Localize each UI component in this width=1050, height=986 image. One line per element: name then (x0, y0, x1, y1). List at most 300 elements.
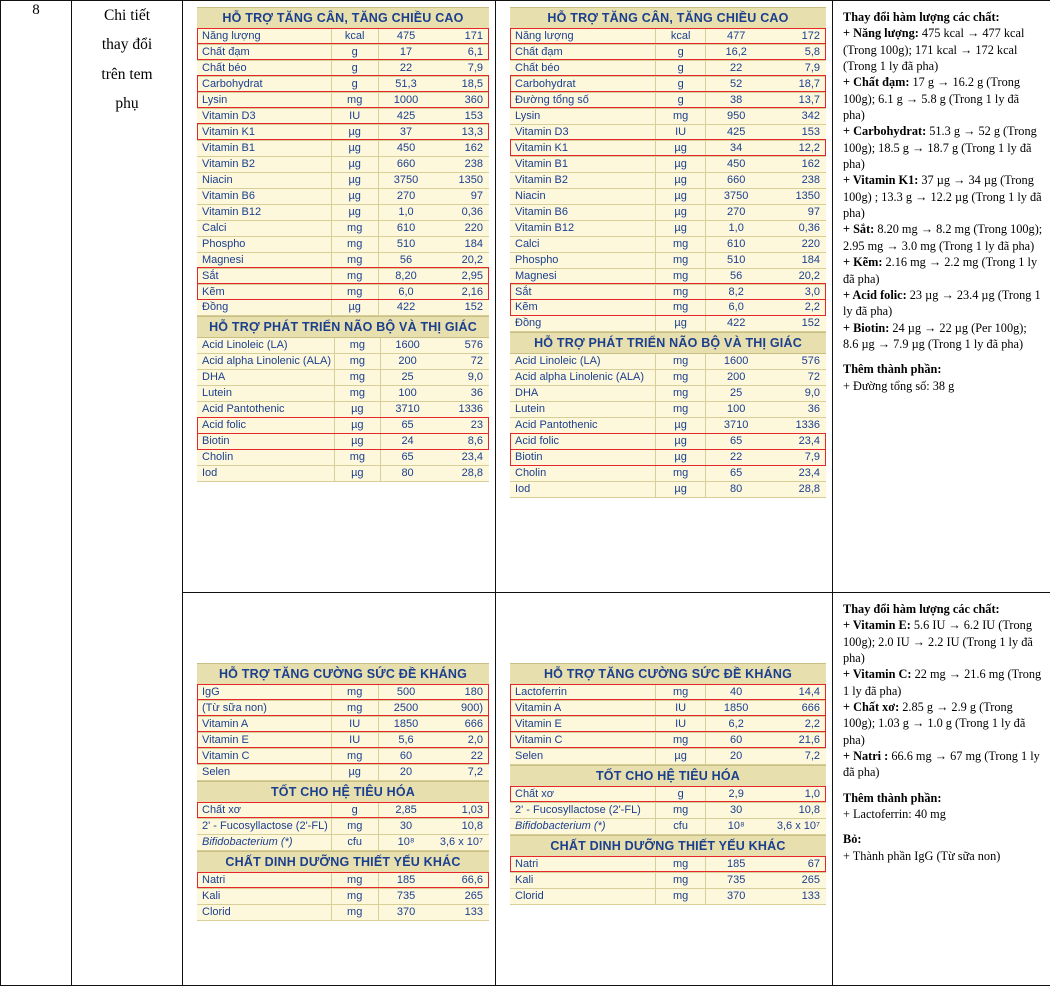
nutrition-panel-old-bottom (197, 663, 489, 921)
nutrient-unit: µg (331, 140, 378, 156)
notes-title: Thay đổi hàm lượng các chất: (843, 10, 1000, 24)
nutrient-row (197, 370, 489, 386)
nutrient-row (510, 156, 826, 172)
notes-title: Thay đổi hàm lượng các chất: (843, 602, 1000, 617)
notes-item: + Sắt: 8.20 mg → 8.2 mg (Trong 100g); 2.95 mg → 3.0 mg (Trong 1 ly đã pha) (843, 222, 1043, 253)
nutrient-unit: mg (335, 354, 381, 370)
nutrient-unit: µg (655, 316, 706, 332)
nutrient-per-serving: 67 (766, 857, 826, 872)
nutrient-row (197, 386, 489, 402)
nutrient-per-serving: 1,0 (766, 787, 826, 802)
nutrient-per-serving: 2,2 (766, 716, 826, 732)
nutrient-per-100g: 10⁸ (706, 818, 766, 834)
nutrient-unit: mg (655, 402, 706, 418)
nutrient-per-serving: 0,36 (766, 220, 826, 236)
nutrient-row (197, 418, 489, 434)
notes-change-block (843, 9, 1044, 352)
nutrient-unit: µg (331, 764, 378, 780)
nutrient-row (197, 268, 489, 284)
nutrient-unit: mg (655, 857, 706, 872)
nutrient-per-100g: 20 (378, 764, 433, 780)
nutrient-row (510, 716, 826, 732)
section-heading: TỐT CHO HỆ TIÊU HÓA (197, 781, 489, 803)
nutrient-row (510, 124, 826, 140)
nutrient-row (510, 284, 826, 300)
nutrient-per-serving: 900) (434, 700, 490, 716)
nutrient-per-serving: 152 (766, 316, 826, 332)
notes-remove-title: Bỏ: (843, 832, 862, 847)
section-heading: HỖ TRỢ PHÁT TRIỂN NÃO BỘ VÀ THỊ GIÁC (510, 332, 826, 354)
nutrient-per-100g: 610 (378, 220, 433, 236)
nutrient-name: Magnesi (510, 268, 655, 284)
nutrient-per-100g: 65 (706, 466, 766, 482)
nutrient-name: Vitamin B6 (510, 204, 655, 220)
section-heading: HỖ TRỢ TĂNG CÂN, TĂNG CHIỀU CAO (510, 7, 826, 29)
nutrient-name: Đồng (510, 316, 655, 332)
nutrient-per-serving: 23 (435, 418, 490, 434)
nutrient-per-100g: 1600 (380, 338, 434, 353)
nutrient-unit: mg (655, 300, 706, 316)
nutrient-unit: mg (655, 252, 706, 268)
nutrient-name: Magnesi (197, 252, 331, 268)
nutrient-row (510, 252, 826, 268)
nutrient-name: Phospho (510, 252, 655, 268)
nutrient-per-serving: 18,7 (766, 76, 826, 92)
nutrient-per-serving: 5,8 (766, 44, 826, 60)
nutrient-per-serving: 20,2 (434, 252, 490, 268)
nutrient-per-serving: 28,8 (766, 482, 826, 498)
nutrient-per-serving: 1,03 (434, 803, 489, 818)
nutrition-rows (510, 685, 826, 765)
notes-add-block (843, 361, 1044, 394)
nutrient-row (510, 434, 826, 450)
nutrient-per-serving: 3,6 x 10⁷ (766, 818, 826, 834)
nutrient-name: Vitamin B1 (510, 156, 655, 172)
nutrient-unit: g (655, 76, 706, 92)
notes-remove-block (843, 831, 1044, 864)
nutrient-name: Vitamin A (510, 700, 655, 716)
nutrient-unit: g (331, 44, 378, 60)
nutrient-name: Lysin (197, 92, 331, 108)
nutrient-per-serving: 28,8 (435, 466, 490, 482)
nutrient-per-100g: 950 (706, 108, 766, 124)
nutrient-row (510, 268, 826, 284)
nutrient-name: Kẽm (197, 284, 331, 300)
nutrient-unit: g (655, 92, 706, 108)
nutrient-per-serving: 6,1 (434, 44, 490, 60)
nutrient-name: Selen (510, 748, 655, 764)
nutrient-per-serving: 7,9 (766, 450, 826, 466)
nutrient-unit: µg (331, 188, 378, 204)
nutrient-name: Chất đạm (510, 44, 655, 60)
nutrient-unit: mg (331, 818, 378, 834)
nutrient-row (197, 354, 489, 370)
nutrient-name: Selen (197, 764, 331, 780)
notes-add-block (843, 790, 1044, 823)
new-label-bottom-panel-wrap (496, 593, 832, 911)
nutrient-name: Cholin (510, 466, 655, 482)
nutrient-row (510, 236, 826, 252)
nutrient-unit: mg (331, 92, 378, 108)
nutrient-row (197, 156, 489, 172)
nutrient-per-100g: 30 (706, 802, 766, 818)
nutrient-row (510, 204, 826, 220)
nutrient-unit: mg (655, 685, 706, 700)
nutrient-unit: mg (655, 236, 706, 252)
nutrient-row (197, 188, 489, 204)
nutrient-name: Biotin (510, 450, 655, 466)
nutrient-unit: mg (331, 236, 378, 252)
nutrient-row (197, 204, 489, 220)
nutrient-per-100g: 270 (706, 204, 766, 220)
nutrient-per-100g: 22 (706, 60, 766, 76)
nutrient-name: Lutein (510, 402, 655, 418)
nutrient-per-100g: 40 (706, 685, 766, 700)
nutrient-name: Vitamin B6 (197, 188, 331, 204)
section-heading: HỖ TRỢ TĂNG CƯỜNG SỨC ĐỀ KHÁNG (510, 663, 826, 685)
nutrient-name: Acid alpha Linolenic (ALA) (510, 370, 655, 386)
nutrient-per-serving: 265 (434, 888, 490, 904)
nutrient-name: Iod (510, 482, 655, 498)
nutrient-row (197, 284, 489, 300)
nutrient-name: Clorid (510, 888, 655, 904)
nutrient-name: Vitamin E (510, 716, 655, 732)
nutrient-row (197, 803, 489, 818)
nutrient-row (510, 857, 826, 872)
nutrient-row (197, 732, 489, 748)
nutrient-row (197, 338, 489, 353)
nutrient-per-100g: 2,9 (706, 787, 766, 802)
nutrient-per-100g: 450 (706, 156, 766, 172)
notes-item: + Biotin: 24 µg → 22 µg (Per 100g); 8.6 µg → 7.9 µg (Trong 1 ly đã pha) (843, 320, 1027, 351)
nutrient-per-serving: 1336 (766, 418, 826, 434)
nutrient-name: Chất xơ (197, 803, 331, 818)
nutrient-name: Lysin (510, 108, 655, 124)
nutrient-row (510, 872, 826, 888)
nutrient-per-serving: 18,5 (434, 76, 490, 92)
nutrient-per-100g: 56 (706, 268, 766, 284)
nutrient-row (510, 316, 826, 332)
nutrient-row (510, 818, 826, 834)
nutrient-per-100g: 425 (706, 124, 766, 140)
nutrient-per-serving: 133 (434, 904, 490, 920)
nutrient-per-serving: 7,2 (434, 764, 490, 780)
nutrient-per-100g: 1600 (706, 354, 766, 369)
nutrient-name: Bifidobacterium (*) (197, 834, 331, 850)
nutrient-unit: µg (335, 434, 381, 450)
nutrient-row (197, 904, 489, 920)
nutrient-unit: µg (655, 204, 706, 220)
nutrient-per-100g: 422 (706, 316, 766, 332)
nutrient-unit: mg (655, 284, 706, 300)
nutrient-row (197, 252, 489, 268)
nutrient-unit: µg (331, 204, 378, 220)
nutrient-row (197, 29, 489, 44)
nutrient-per-serving: 14,4 (766, 685, 826, 700)
nutrient-row (197, 220, 489, 236)
nutrient-row (197, 60, 489, 76)
nutrient-per-100g: 660 (706, 172, 766, 188)
nutrition-panel-new-bottom (510, 663, 826, 905)
nutrient-row (510, 450, 826, 466)
nutrient-per-serving: 133 (766, 888, 826, 904)
nutrient-per-100g: 17 (378, 44, 433, 60)
nutrient-row (510, 370, 826, 386)
nutrient-per-100g: 735 (378, 888, 433, 904)
old-label-top-panel-wrap (183, 1, 495, 488)
nutrient-per-100g: 52 (706, 76, 766, 92)
nutrient-name: Acid Linoleic (LA) (510, 354, 655, 369)
notes-item: + Vitamin E: 5.6 IU → 6.2 IU (Trong 100g); 2.0 IU → 2.2 IU (Trong 1 ly đã pha) (843, 618, 1033, 666)
notes-item: + Vitamin K1: 37 µg → 34 µg (Trong 100g) ; 13.3 g → 12.2 µg (Trong 1 ly đã pha) (843, 173, 1042, 221)
nutrient-row (510, 802, 826, 818)
nutrient-unit: mg (335, 338, 381, 353)
nutrient-row (197, 92, 489, 108)
nutrient-per-serving: 97 (766, 204, 826, 220)
section-heading: TỐT CHO HỆ TIÊU HÓA (510, 765, 826, 787)
nutrient-row (510, 172, 826, 188)
nutrient-name: Lutein (197, 386, 335, 402)
notes-add-title: Thêm thành phần: (843, 790, 942, 805)
section-heading: HỖ TRỢ TĂNG CƯỜNG SỨC ĐỀ KHÁNG (197, 663, 489, 685)
nutrient-per-100g: 6,0 (706, 300, 766, 316)
nutrient-unit: µg (655, 188, 706, 204)
nutrient-row (197, 108, 489, 124)
nutrient-name: Kali (510, 872, 655, 888)
nutrient-per-100g: 200 (380, 354, 434, 370)
notes-change-block (843, 601, 1044, 781)
nutrient-per-100g: 25 (706, 386, 766, 402)
nutrient-unit: µg (331, 124, 378, 140)
new-label-bottom-cell (496, 593, 833, 986)
nutrient-per-100g: 60 (378, 748, 433, 764)
nutrient-unit: IU (331, 732, 378, 748)
nutrient-per-serving: 238 (766, 172, 826, 188)
nutrient-row (510, 188, 826, 204)
nutrition-rows (510, 857, 826, 905)
nutrient-unit: mg (331, 252, 378, 268)
nutrient-per-serving: 162 (766, 156, 826, 172)
nutrient-unit: mg (655, 354, 706, 369)
nutrient-name: IgG (197, 685, 331, 700)
nutrient-per-100g: 16,2 (706, 44, 766, 60)
nutrient-row (510, 300, 826, 316)
nutrient-row (510, 386, 826, 402)
nutrient-per-100g: 65 (380, 450, 434, 466)
nutrient-per-serving: 666 (766, 700, 826, 716)
nutrient-name: Phospho (197, 236, 331, 252)
nutrient-per-serving: 576 (766, 354, 826, 369)
nutrient-per-100g: 422 (378, 300, 433, 316)
notes-item: + Vitamin C: 22 mg → 21.6 mg (Trong 1 ly đã pha) (843, 667, 1042, 698)
nutrient-row (197, 140, 489, 156)
nutrient-unit: mg (655, 732, 706, 748)
nutrient-name: Biotin (197, 434, 335, 450)
nutrient-name: Đường tổng số (510, 92, 655, 108)
nutrient-per-100g: 185 (706, 857, 766, 872)
nutrient-per-serving: 97 (434, 188, 490, 204)
nutrient-per-serving: 342 (766, 108, 826, 124)
nutrient-per-100g: 38 (706, 92, 766, 108)
nutrient-per-100g: 3750 (378, 172, 433, 188)
nutrient-per-serving: 265 (766, 872, 826, 888)
nutrient-row (197, 818, 489, 834)
nutrient-unit: mg (331, 904, 378, 920)
nutrient-row (510, 888, 826, 904)
nutrient-per-serving: 72 (766, 370, 826, 386)
nutrient-per-100g: 1,0 (706, 220, 766, 236)
nutrient-unit: g (331, 76, 378, 92)
nutrient-row (197, 76, 489, 92)
nutrition-panel-new-top (510, 7, 826, 498)
nutrient-per-100g: 450 (378, 140, 433, 156)
nutrient-row (510, 732, 826, 748)
nutrient-unit: g (655, 60, 706, 76)
nutrition-rows (510, 29, 826, 332)
nutrient-row (510, 418, 826, 434)
nutrient-per-serving: 0,36 (434, 204, 490, 220)
nutrient-per-serving: 7,9 (766, 60, 826, 76)
nutrient-per-serving: 1350 (434, 172, 490, 188)
nutrient-unit: cfu (331, 834, 378, 850)
nutrient-unit: mg (331, 748, 378, 764)
new-label-top-panel-wrap (496, 1, 832, 504)
nutrient-per-serving: 220 (434, 220, 490, 236)
nutrient-unit: µg (335, 466, 381, 482)
nutrient-per-serving: 1336 (435, 402, 490, 418)
nutrient-per-100g: 22 (378, 60, 433, 76)
nutrient-unit: mg (655, 802, 706, 818)
nutrition-rows (197, 338, 489, 482)
nutrient-row (510, 220, 826, 236)
nutrient-per-100g: 22 (706, 450, 766, 466)
nutrient-per-serving: 23,4 (766, 466, 826, 482)
nutrient-unit: µg (335, 402, 381, 418)
nutrient-name: Iod (197, 466, 335, 482)
nutrient-name: Vitamin K1 (510, 140, 655, 156)
nutrient-per-serving: 23,4 (766, 434, 826, 450)
nutrition-rows (197, 873, 489, 921)
nutrient-name: Chất đạm (197, 44, 331, 60)
nutrient-name: Chất xơ (510, 787, 655, 802)
nutrient-unit: IU (655, 124, 706, 140)
nutrient-per-100g: 6,2 (706, 716, 766, 732)
nutrient-row (197, 300, 489, 316)
nutrient-name: Niacin (510, 188, 655, 204)
nutrient-per-100g: 80 (706, 482, 766, 498)
nutrient-unit: mg (331, 220, 378, 236)
nutrient-per-100g: 370 (378, 904, 433, 920)
nutrient-per-serving: 21,6 (766, 732, 826, 748)
nutrient-per-serving: 10,8 (434, 818, 489, 834)
nutrient-per-serving: 184 (434, 236, 490, 252)
row-label-line: trên tem (101, 65, 153, 83)
nutrient-row (197, 685, 489, 700)
nutrient-per-100g: 25 (380, 370, 434, 386)
nutrient-per-100g: 100 (706, 402, 766, 418)
notes-bottom-cell (833, 593, 1050, 986)
nutrient-unit: mg (655, 386, 706, 402)
nutrient-per-100g: 1,0 (378, 204, 433, 220)
nutrient-per-serving: 220 (766, 236, 826, 252)
nutrient-name: Vitamin B2 (510, 172, 655, 188)
nutrient-name: Kali (197, 888, 331, 904)
nutrient-per-serving: 3,0 (766, 284, 826, 300)
nutrient-per-100g: 60 (706, 732, 766, 748)
nutrient-per-serving: 666 (434, 716, 490, 732)
section-heading: CHẤT DINH DƯỠNG THIẾT YẾU KHÁC (197, 851, 489, 873)
nutrient-per-serving: 36 (435, 386, 490, 402)
notes-item: + Chất đạm: 17 g → 16.2 g (Trong 100g); 6.1 g → 5.8 g (Trong 1 ly đã pha) (843, 75, 1021, 123)
nutrient-row (197, 716, 489, 732)
nutrient-row (197, 434, 489, 450)
notes-remove-item: + Thành phần IgG (Từ sữa non) (843, 848, 1001, 863)
nutrient-name: Vitamin C (510, 732, 655, 748)
nutrient-per-100g: 30 (378, 818, 433, 834)
nutrient-row (197, 124, 489, 140)
nutrient-name: Vitamin B12 (197, 204, 331, 220)
nutrient-name: Kẽm (510, 300, 655, 316)
nutrient-unit: µg (335, 418, 381, 434)
nutrient-unit: cfu (655, 818, 706, 834)
nutrient-row (197, 466, 489, 482)
nutrient-unit: µg (655, 434, 706, 450)
nutrient-unit: mg (331, 700, 378, 716)
nutrient-per-serving: 9,0 (766, 386, 826, 402)
nutrient-per-100g: 24 (380, 434, 434, 450)
nutrient-per-serving: 36 (766, 402, 826, 418)
nutrient-unit: IU (331, 716, 378, 732)
nutrient-per-serving: 8,6 (435, 434, 490, 450)
notes-top-cell (833, 1, 1050, 593)
nutrient-per-serving: 1350 (766, 188, 826, 204)
nutrient-per-serving: 66,6 (434, 873, 490, 888)
nutrient-name: Carbohydrat (510, 76, 655, 92)
nutrient-name: Acid folic (510, 434, 655, 450)
nutrient-per-100g: 20 (706, 748, 766, 764)
nutrient-unit: µg (655, 172, 706, 188)
nutrient-per-serving: 13,3 (434, 124, 490, 140)
nutrient-row (197, 873, 489, 888)
nutrient-name: Acid alpha Linolenic (ALA) (197, 354, 335, 370)
nutrient-name: Chất béo (510, 60, 655, 76)
nutrient-row (510, 92, 826, 108)
nutrient-per-100g: 2500 (378, 700, 433, 716)
nutrient-unit: µg (655, 748, 706, 764)
nutrient-name: Acid folic (197, 418, 335, 434)
nutrient-per-serving: 180 (434, 685, 490, 700)
nutrient-unit: µg (655, 418, 706, 434)
nutrient-per-serving: 12,2 (766, 140, 826, 156)
row-label-line: phụ (115, 95, 139, 113)
section-heading: HỖ TRỢ TĂNG CÂN, TĂNG CHIỀU CAO (197, 7, 489, 29)
nutrient-per-serving: 153 (766, 124, 826, 140)
nutrient-per-serving: 10,8 (766, 802, 826, 818)
nutrient-name: Vitamin B2 (197, 156, 331, 172)
nutrient-row (197, 764, 489, 780)
nutrient-per-100g: 37 (378, 124, 433, 140)
nutrient-per-100g: 80 (380, 466, 434, 482)
nutrient-unit: µg (331, 172, 378, 188)
nutrient-name: Acid Linoleic (LA) (197, 338, 335, 353)
nutrient-row (510, 108, 826, 124)
nutrient-row (510, 787, 826, 802)
nutrient-per-100g: 3710 (380, 402, 434, 418)
nutrient-per-100g: 370 (706, 888, 766, 904)
nutrient-unit: mg (655, 466, 706, 482)
nutrient-row (197, 402, 489, 418)
nutrient-row (510, 685, 826, 700)
